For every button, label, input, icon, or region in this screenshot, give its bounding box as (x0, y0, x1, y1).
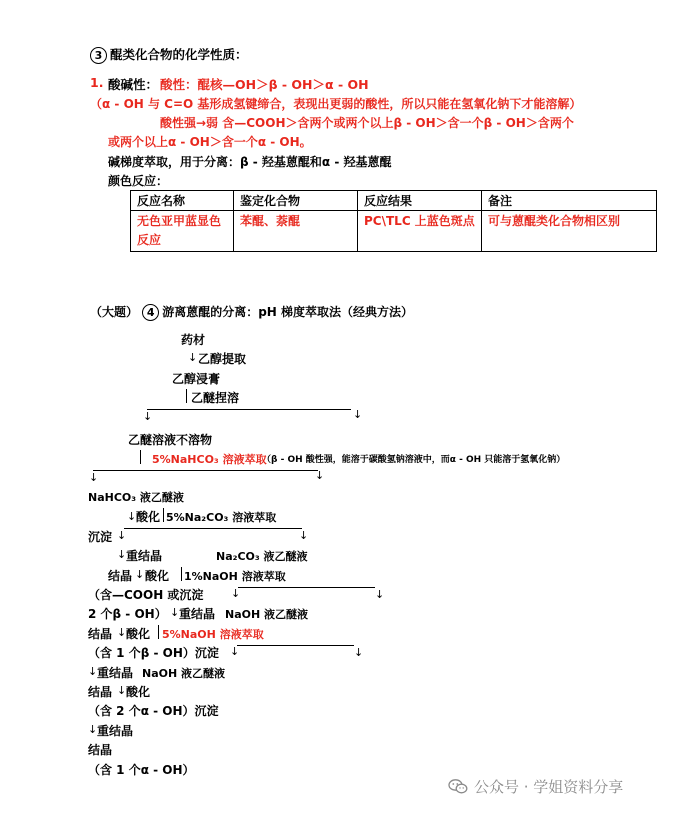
flow-na2co3-step: 5%Na₂CO₃ 溶液萃取 (166, 511, 277, 524)
flow-two-alpha-oh: （含 2 个α - OH）沉淀 (88, 704, 219, 718)
section4-number-badge: 4 (142, 304, 159, 321)
down-arrow-icon: ↓ (117, 548, 127, 561)
table-header-cell: 鉴定化合物 (234, 191, 358, 211)
section4-heading (90, 303, 413, 321)
table-cell: PC\TLC 上蓝色斑点 (358, 211, 482, 252)
flow-nahco3-layer: NaHCO₃ 液乙醚液 (88, 491, 184, 504)
section3-heading (90, 45, 248, 64)
flow-two-beta-oh: 2 个β - OH） (88, 607, 167, 621)
flow-connector (163, 508, 164, 522)
flow-split-line (237, 645, 354, 646)
hydrogen-bond-note: （α - OH 与 C=O 基形成氢键缔合，表现出更弱的酸性，所以只能在氢氧化钠下才能溶解） (90, 97, 582, 111)
color-reaction-label: 颜色反应： (108, 174, 169, 188)
flow-split-line (124, 528, 302, 529)
flow-recrystal: 重结晶 (97, 724, 134, 738)
flow-recrystal: 重结晶 (97, 666, 134, 680)
flow-naoh-layer-2: NaOH 液乙醚液 (142, 667, 226, 680)
flow-nahco3-note: （β - OH 酸性强，能溶于碳酸氢钠溶液中，而α - OH 只能溶于氢氧化钠） (262, 455, 566, 465)
down-arrow-icon: ↓ (88, 723, 98, 736)
acidity-label: 酸碱性： (108, 77, 159, 92)
flow-split-line (93, 470, 318, 471)
table-row (131, 211, 657, 252)
acidity-strength-line2: 或两个以上α - OH＞含一个α - OH。 (108, 135, 312, 149)
table-header-cell: 备注 (482, 191, 657, 211)
acidity-order: 酸性：醌核—OH＞β - OH＞α - OH (160, 77, 369, 92)
flow-split-line (147, 409, 351, 410)
flow-crystal: 结晶 (88, 627, 113, 641)
flow-na2co3-layer: Na₂CO₃ 液乙醚液 (216, 550, 308, 563)
flow-acidify: 酸化 (145, 569, 170, 583)
flow-connector (158, 625, 159, 639)
section4-prefix: （大题） (90, 305, 139, 319)
down-arrow-icon: ↓ (135, 568, 145, 581)
down-arrow-icon: ↓ (354, 646, 364, 659)
acidity-strength-line1: 酸性强→弱 含—COOH＞含两个或两个以上β - OH＞含一个β - OH＞含两个 (160, 116, 574, 130)
flow-contains-cooh: （含—COOH 或沉淀 (88, 588, 204, 602)
down-arrow-icon: ↓ (117, 684, 127, 697)
flow-split-line (238, 587, 375, 588)
flow-ether-insoluble: 乙醚溶液不溶物 (128, 433, 213, 447)
down-arrow-icon: ↓ (117, 626, 127, 639)
down-arrow-icon: ↓ (89, 471, 99, 484)
item1-number: 1. (90, 75, 104, 90)
flow-herb: 药材 (181, 333, 206, 347)
table-cell: 苯醌、萘醌 (234, 211, 358, 252)
section3-title: 醌类化合物的化学性质： (110, 47, 248, 62)
flow-acidify: 酸化 (126, 685, 151, 699)
down-arrow-icon: ↓ (231, 587, 241, 600)
down-arrow-icon: ↓ (188, 351, 198, 364)
table-cell: 可与蒽醌类化合物相区别 (482, 211, 657, 252)
flow-acidify: 酸化 (126, 627, 151, 641)
table-header-row (131, 191, 657, 211)
down-arrow-icon: ↓ (117, 529, 127, 542)
section4-title: 游离蒽醌的分离：pH 梯度萃取法（经典方法） (162, 305, 414, 319)
down-arrow-icon: ↓ (315, 469, 325, 482)
flow-one-beta-oh: （含 1 个β - OH）沉淀 (88, 646, 219, 660)
flow-recrystal: 重结晶 (126, 549, 163, 563)
flow-naoh-layer: NaOH 液乙醚液 (225, 608, 309, 621)
down-arrow-icon: ↓ (88, 665, 98, 678)
flow-connector (186, 389, 187, 403)
watermark-text: 公众号 · 学姐资料分享 (474, 778, 624, 796)
flow-crystal: 结晶 (88, 743, 113, 757)
down-arrow-icon: ↓ (127, 510, 137, 523)
flow-precipitate: 沉淀 (88, 530, 113, 544)
down-arrow-icon: ↓ (353, 408, 363, 421)
down-arrow-icon: ↓ (230, 645, 240, 658)
watermark (448, 776, 623, 797)
flow-naoh5-step: 5%NaOH 溶液萃取 (162, 628, 264, 641)
flow-naoh1-step: 1%NaOH 溶液萃取 (184, 570, 286, 583)
down-arrow-icon: ↓ (170, 606, 180, 619)
flow-connector (181, 567, 182, 581)
table-cell: 无色亚甲蓝显色反应 (131, 211, 234, 252)
flow-crystal: 结晶 (108, 569, 133, 583)
flow-connector (140, 450, 141, 464)
flow-one-alpha-oh: （含 1 个α - OH） (88, 763, 195, 777)
flow-crystal: 结晶 (88, 685, 113, 699)
table-header-cell: 反应名称 (131, 191, 234, 211)
flow-ether-dissolve: 乙醚捏溶 (191, 391, 240, 405)
section3-number-badge: 3 (90, 47, 107, 64)
down-arrow-icon: ↓ (375, 588, 385, 601)
flow-ethanol-extract: 乙醇提取 (198, 352, 247, 366)
gradient-extraction-text: 碱梯度萃取，用于分离：β - 羟基蒽醌和α - 羟基蒽醌 (108, 155, 392, 169)
flow-ethanol-paste: 乙醇浸膏 (172, 372, 221, 386)
table-header-cell: 反应结果 (358, 191, 482, 211)
down-arrow-icon: ↓ (143, 410, 153, 423)
flow-acidify: 酸化 (136, 510, 161, 524)
color-reaction-table (130, 190, 657, 252)
down-arrow-icon: ↓ (299, 529, 309, 542)
flow-nahco3-step: 5%NaHCO₃ 溶液萃取 (152, 453, 267, 466)
wechat-icon (448, 779, 468, 794)
flow-recrystal: 重结晶 (179, 607, 216, 621)
